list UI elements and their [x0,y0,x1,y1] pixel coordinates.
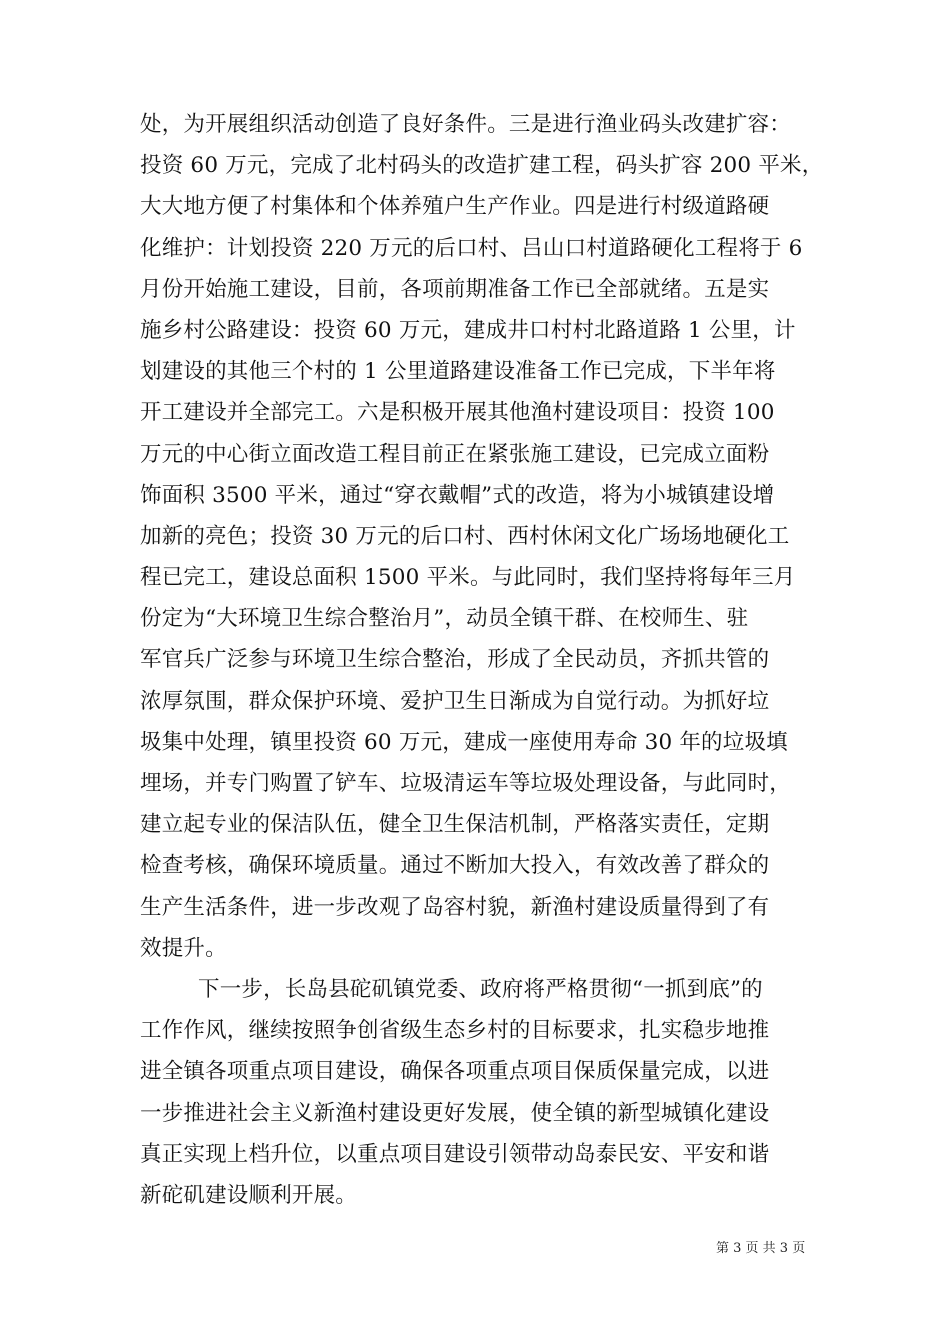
text-line: 万元的中心街立面改造工程目前正在紧张施工建设，已完成立面粉 [140,441,770,467]
text-line: 程已完工，建设总面积 1500 平米。与此同时，我们坚持将每年三月 [140,565,796,591]
text-line: 月份开始施工建设，目前，各项前期准备工作已全部就绪。五是实 [140,276,770,302]
text-line: 检查考核，确保环境质量。通过不断加大投入，有效改善了群众的 [140,853,770,879]
text-line: 处，为开展组织活动创造了良好条件。三是进行渔业码头改建扩容： [140,112,792,137]
text-line: 划建设的其他三个村的 1 公里道路建设准备工作已完成，下半年将 [140,359,776,385]
text-line: 投资 60 万元，完成了北村码头的改造扩建工程，码头扩容 200 平米， [140,153,824,179]
text-line: 工作作风，继续按照争创省级生态乡村的目标要求，扎实稳步地推 [140,1018,770,1044]
text-line: 化维护：计划投资 220 万元的后口村、吕山口村道路硬化工程将于 6 [140,235,803,261]
text-line: 开工建设并全部完工。六是积极开展其他渔村建设项目：投资 100 [140,400,775,426]
text-line: 建立起专业的保洁队伍，健全卫生保洁机制，严格落实责任，定期 [140,812,770,838]
text-line: 饰面积 3500 平米，通过“穿衣戴帽”式的改造，将为小城镇建设增 [140,482,775,508]
text-line: 施乡村公路建设：投资 60 万元，建成井口村村北路道路 1 公里，计 [140,317,796,343]
text-line: 加新的亮色；投资 30 万元的后口村、西村休闲文化广场场地硬化工 [140,523,790,549]
text-line: 真正实现上档升位，以重点项目建设引领带动岛泰民安、平安和谐 [140,1141,770,1167]
text-line: 一步推进社会主义新渔村建设更好发展，使全镇的新型城镇化建设 [140,1100,770,1126]
text-line: 生产生活条件，进一步改观了岛容村貌，新渔村建设质量得到了有 [140,894,770,920]
text-line: 进全镇各项重点项目建设，确保各项重点项目保质保量完成，以进 [140,1059,770,1085]
text-line: 埋场，并专门购置了铲车、垃圾清运车等垃圾处理设备，与此同时， [140,771,792,796]
text-line: 份定为“大环境卫生综合整治月”，动员全镇干群、在校师生、驻 [140,606,749,632]
body-text [140,104,824,1216]
page-number-footer: 第 3 页 共 3 页 [716,1241,806,1256]
text-line: 圾集中处理，镇里投资 60 万元，建成一座使用寿命 30 年的垃圾填 [140,729,788,755]
text-line: 大大地方便了村集体和个体养殖户生产作业。四是进行村级道路硬 [140,194,770,220]
text-line: 浓厚氛围，群众保护环境、爱护卫生日渐成为自觉行动。为抓好垃 [140,688,770,714]
paragraph-start-line: 下一步，长岛县砣矶镇党委、政府将严格贯彻“一抓到底”的 [198,976,763,1002]
text-line: 军官兵广泛参与环境卫生综合整治，形成了全民动员，齐抓共管的 [140,647,770,673]
text-line: 新砣矶建设顺利开展。 [140,1182,358,1208]
text-line: 效提升。 [140,935,227,961]
